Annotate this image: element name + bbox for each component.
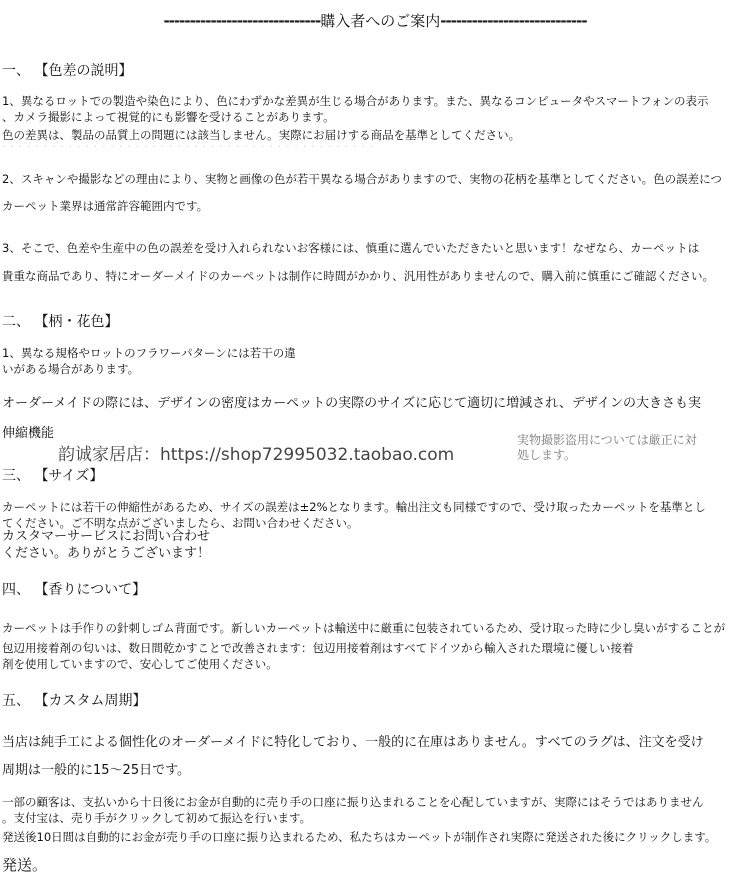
section-heading-custom: 五、 【カスタム周期】 [2, 693, 147, 709]
title-divider-right: ---------------------------- [440, 12, 587, 30]
custom-p2-line1: 一部の顧客は、支払いから十日後にお金が自動的に売り手の口座に振り込まれることを心配していますが、実際にはそうではありません [2, 795, 704, 809]
custom-p2-line4: 発送。 [2, 856, 48, 874]
color-p1-line1: 1、異なるロットでの製造や染色により、色にわずかな差異が生じる場合があります。また、異なるコンピュータやスマートフォンの表示 [2, 94, 709, 108]
color-p3-line1: 3、そこで、色差や生産中の色の誤差を受け入れられないお客様には、慎重に選んでいただきたいと思います！なぜなら、カーペットは [2, 241, 700, 255]
smell-p1-line2: 包辺用接着剤の匂いは、数日間乾かすことで改善されます：包辺用接着剤はすべてドイツから輸入された環境に優しい接着 [2, 641, 634, 655]
page-title-row [0, 10, 750, 31]
custom-p2-line2: 。支付宝は、売り手がクリックして初めて振込を行います。 [2, 811, 312, 825]
smell-p1-line1: カーペットは手作りの針刺しゴム背面です。新しいカーペットは輸送中に厳重に包装されているため、受け取った時に少し臭いがすることが [2, 621, 726, 635]
color-p2-line1: 2、スキャンや撮影などの理由により、実物と画像の色が若干異なる場合がありますので、実物の花柄を基準としてください。色の誤差につ [2, 172, 722, 186]
custom-p1-line2: 周期は一般的に15〜25日です。 [2, 763, 191, 778]
pattern-p1-line2: いがある場合があります。 [2, 362, 140, 376]
color-p1-line2: 、カメラ撮影によって視覚的にも影響を受けることがあります。 [2, 110, 335, 124]
title-divider-left: ------------------------------ [163, 12, 321, 30]
faint-line: · · · · · · · · · · · · · · · · · · · · · · · · · · · · · · · · · · · · · · · · · · · · · [2, 142, 374, 153]
color-p2-line2: カーペット業界は通常許容範囲内です。 [2, 199, 209, 213]
smell-p1-line3: 剤を使用していますので、安心してご使用ください。 [2, 657, 278, 671]
watermark-note: 実物撮影盗用については厳正に対処します。 [517, 433, 697, 462]
pattern-p1-line1: 1、異なる規格やロットのフラワーパターンには若干の違 [2, 346, 296, 360]
section-heading-size: 三、 【サイズ】 [2, 468, 104, 484]
section-heading-color: 一、 【色差の説明】 [2, 63, 133, 79]
section-heading-smell: 四、 【香りについて】 [2, 582, 147, 598]
size-p1-line2: てください。ご不明な点がございましたら、お問い合わせください。 [2, 516, 359, 530]
watermark-shop-url: 韵诚家居店：https://shop72995032.taobao.com [58, 445, 455, 465]
size-p1-line1: カーペットには若干の伸縮性があるため、サイズの誤差は±2%となります。輸出注文も同様ですので、受け取ったカーペットを基準とし [2, 500, 706, 514]
color-p1-line3: 色の差異は、製品の品質上の問題には該当しません。実際にお届けする商品を基準としてください。 [2, 128, 521, 142]
pattern-p2-line1: オーダーメイドの際には、デザインの密度はカーペットの実際のサイズに応じて適切に増減され、デザインの大きさも実 [2, 396, 702, 411]
pattern-p2-line2: 伸縮機能 [2, 426, 55, 441]
size-p1-line4: ください。ありがとうございます！ [2, 546, 211, 561]
section-heading-pattern: 二、 【柄・花色】 [2, 314, 119, 330]
custom-p1-line1: 当店は純手工による個性化のオーダーメイドに特化しており、一般的に在庫はありません。すべてのラグは、注文を受け [2, 735, 704, 750]
color-p3-line2: 貴重な商品であり、特にオーダーメイドのカーペットは制作に時間がかかり、汎用性がありませんので、購入前に慎重にご確認ください。 [2, 269, 714, 283]
page-title: 購入者へのご案内 [320, 12, 441, 30]
custom-p2-line3: 発送後10日間は自動的にお金が売り手の口座に振り込まれるため、私たちはカーペットが制作され実際に発送された後にクリックします。 [2, 830, 717, 844]
size-p1-line3: カスタマーサービスにお問い合わせ [2, 529, 211, 544]
